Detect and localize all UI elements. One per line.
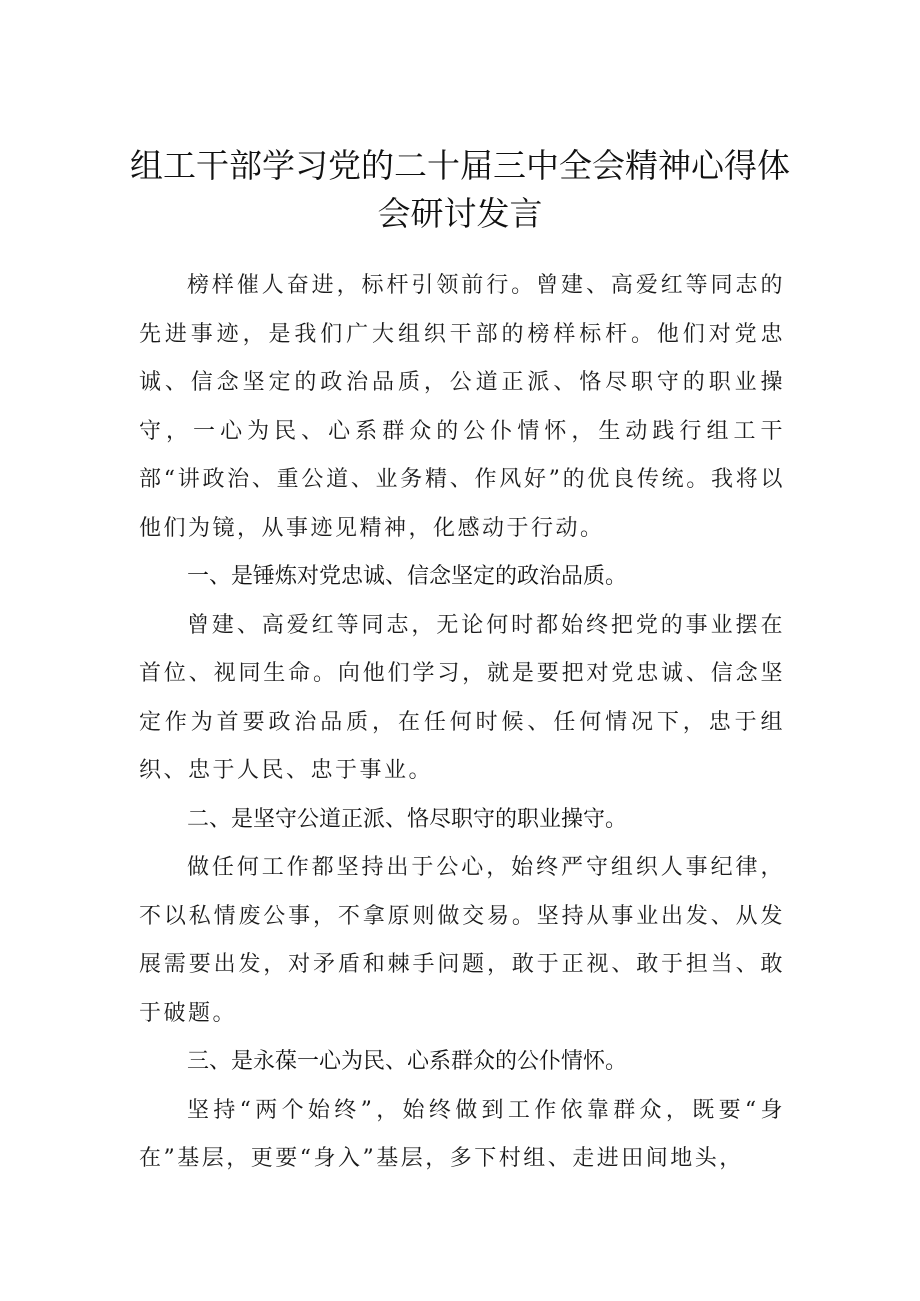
document-body (139, 262, 785, 1184)
section-1-paragraph: 曾建、高爱红等同志，无论何时都始终把党的事业摆在首位、视同生命。向他们学习，就是要把对党忠诚、信念坚定作为首要政治品质，在任何时候、任何情况下，忠于组织、忠于人民、忠于事业。 (139, 612, 785, 783)
intro-paragraph: 榜样催人奋进，标杆引领前行。曾建、高爱红等同志的先进事迹，是我们广大组织干部的榜样标杆。他们对党忠诚、信念坚定的政治品质，公道正派、恪尽职守的职业操守，一心为民、心系群众的公仆情怀，生动践行组工干部“讲政治、重公道、业务精、作风好”的优良传统。我将以他们为镜，从事迹见精神，化感动于行动。 (139, 273, 785, 541)
section-heading-3: 三、是永葆一心为民、心系群众的公仆情怀。 (187, 1049, 628, 1074)
section-heading-1: 一、是锤炼对党忠诚、信念坚定的政治品质。 (187, 564, 628, 589)
section-heading-2: 二、是坚守公道正派、恪尽职守的职业操守。 (187, 806, 628, 832)
document-title: 组工干部学习党的二十届三中全会精神心得体会研讨发言 (130, 146, 790, 233)
section-3-paragraph: 坚持“两个始终”，始终做到工作依靠群众，既要“身在”基层，更要“身入”基层，多下村组、走进田间地头， (139, 1097, 785, 1171)
section-2-paragraph: 做任何工作都坚持出于公心，始终严守组织人事纪律，不以私情废公事，不拿原则做交易。坚持从事业出发、从发展需要出发，对矛盾和棘手问题，敢于正视、敢于担当、敢于破题。 (139, 855, 785, 1026)
